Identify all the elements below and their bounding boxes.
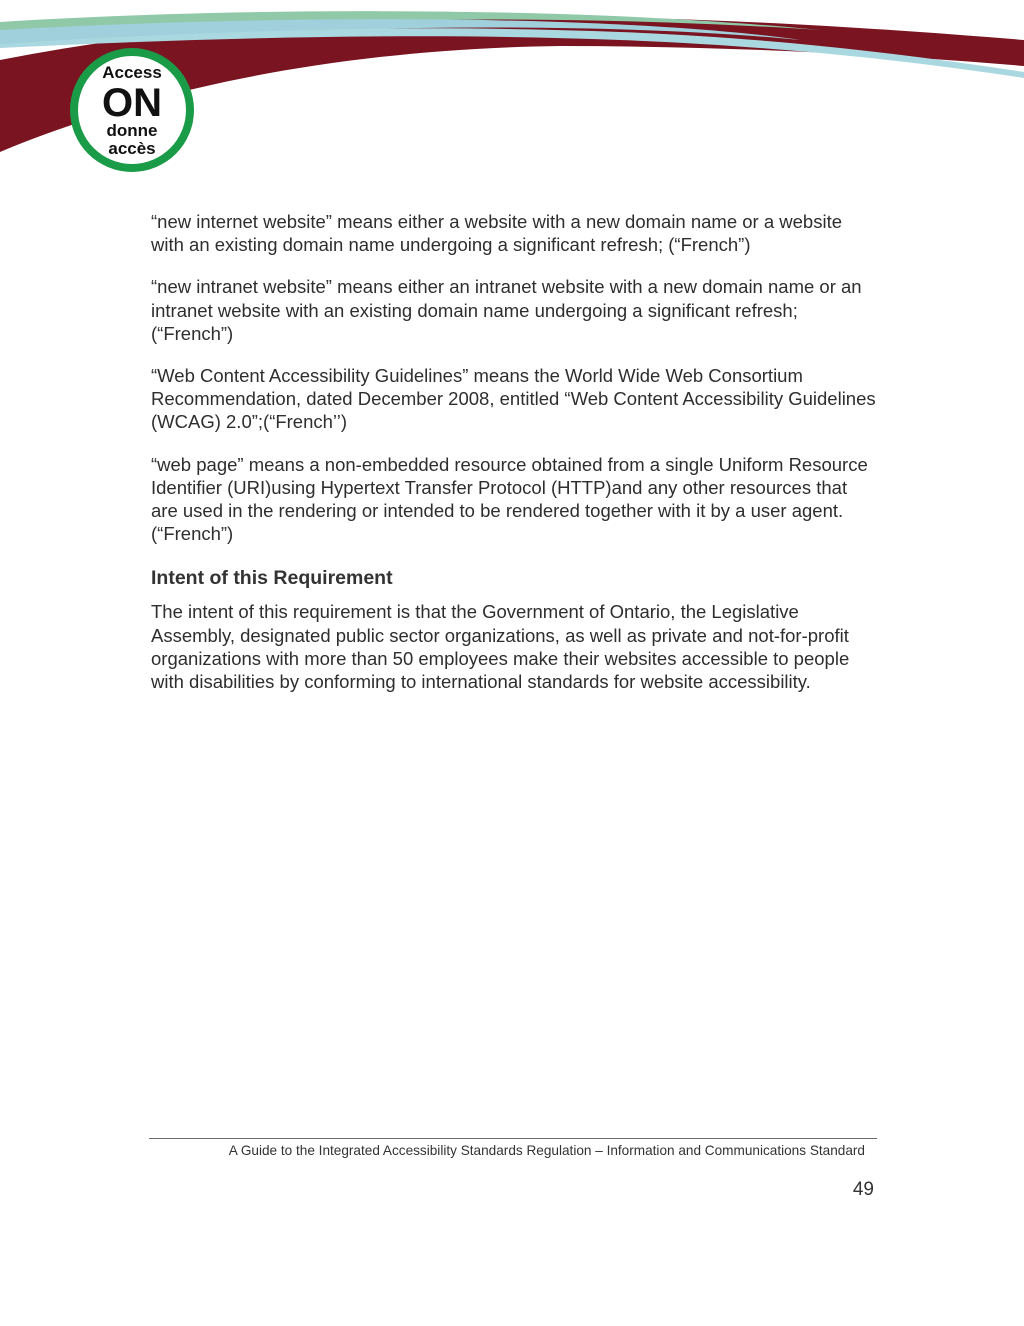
logo-line-donne: donne [106,121,158,140]
definition-wcag: “Web Content Accessibility Guidelines” means the World Wide Web Consortium Recommendation, dated December 2008, entitled “Web Content Accessibility Guidelines (WCAG) 2.0”;(“French’’) [151,365,876,433]
section-heading: Intent of this Requirement [151,567,393,590]
footer-rule [149,1138,877,1139]
main-content [151,210,876,712]
definition-new-intranet-website: “new intranet website” means either an intranet website with a new domain name or an intranet website with an existing domain name undergoing a significant refresh; (“French”) [151,276,862,344]
page-number: 49 [852,1179,874,1200]
footer-title: A Guide to the Integrated Accessibility Standards Regulation – Information and Communications Standard [228,1143,865,1158]
definition-new-internet-website: “new internet website” means either a website with a new domain name or a website with an existing domain name undergoing a significant refresh; (“French”) [151,211,843,256]
logo-line-access: Access [102,63,162,82]
access-on-logo [66,44,198,176]
definition-web-page: “web page” means a non-embedded resource obtained from a single Uniform Resource Identifier (URI)using Hypertext Transfer Protocol (HTTP)and any other resources that are used in the rendering or intended to be rendered together with it by a user agent. (“French”) [151,453,868,545]
logo-line-acces: accès [108,139,156,158]
logo-line-on: ON [102,81,162,125]
section-body: The intent of this requirement is that the Government of Ontario, the Legislative Assembly, designated public sector organizations, as well as private and not-for-profit organizations with more than 50 employees make their websites accessible to people with disabilities by conforming to international standards for website accessibility. [151,601,850,693]
